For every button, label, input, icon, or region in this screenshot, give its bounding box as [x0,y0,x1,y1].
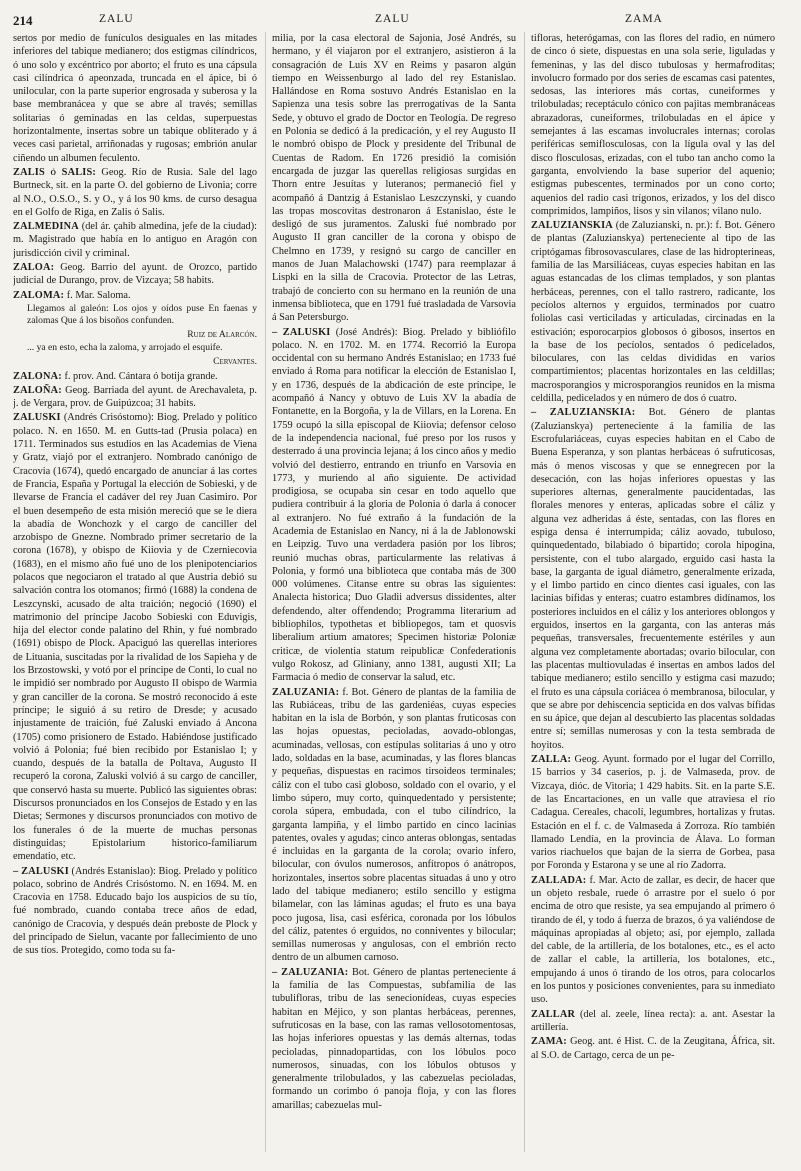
entry-text: Bot. Género de plantas perteneciente á la familia de las Compuestas, subfamilia de las tubulifloras, tribu de las senecionídeas, cuyas especies habitan en Méjico, y son plantas herbáceas, perennes, sufruticosas en la base, con las ramas vellosotomentosas, las hojas inferiores opuestas y las demás alternas, todas pecioladas, pinnadopartidas, con los lóbulos poco numerosos, sinuadas, con los lóbulos obtusos y generalmente trilobulados, y las cabezuelas pecioladas, formando un corimbo ó panoja floja, y con las flores amarillas; cabezuelas mul- [272,966,516,1111]
dictionary-entry [13,289,257,302]
dictionary-entry [13,370,257,383]
entry-text: Geog. Río de Rusia. Sale del lago Burtneck, sit. en la parte O. del gobierno de Livonia; corre al N.O., O.S.O., S. y O., y á los 90 kms. de curso desagua en el Golfo de Riga, en Zalis ó Salis. [13,166,257,218]
entry-headword: ZALOMA: [13,289,65,301]
entry-text: (de Zaluzianski, n. pr.): f. Bot. Género de plantas (Zaluzianskya) perteneciente al tipo de las criptógamas fibrosovasculares, clase de las hidropterineas, familia de las Marsiliáceas, cuyas especies habitan en las aguas estancadas de los climas templados, y son plantas herbáceas, perennes, con el tallo rastrero, radicante, los pecíolos alternos y erguidos, terminados por cuatro foliolas casi verticiladas y articuladas, circinadas en la estivación; esporocarpios globosos ó gibosos, insertos en la base de los pecíolos, sentados ó pedicelados, biloculares, con las celdas divididas en varios compartimientos; placentas horizontales en las celdillas; macrosporangios y microsporangios reunidos en la misma celdilla, pedicelados y en número de dos ó cuatro. [531,220,775,405]
dictionary-entry [272,32,516,325]
dictionary-entry [531,874,775,1007]
dictionary-entry [272,966,516,1112]
entry-headword: – ZALUZIANSKIA: [531,407,636,419]
entry-text: (del ár. çahib almedina, jefe de la ciudad): m. Magistrado que había en lo antiguo en Aragón con jurisdicción civil y criminal. [13,221,257,259]
entry-headword: – ZALUSKI [272,326,331,338]
dictionary-entry [272,326,516,685]
entry-text: (Andrés Crisóstomo): Biog. Prelado y político polaco. N. en 1650. M. en Gutts-tad (Prusia polaca) en 1711. Terminados sus estudios en las Academias de Viena y Gratz, viajó por el extranjero. Nombrado canónigo de Cracovia (1674), quedó encargado de anunciar á las cortes de Francia, España y Portugal la elección de Sobieski, y de llevarse de Francia el cadáver del rey Juan Casimiro. Por el buen desempeño de esta misión mereció que se le diera la abadía de Wonchozk y el cargo de canciller del arzobispo de Gnezne. Nombrado primer secretario de la corona (1678), y obispo de Kiiovia y de Czerniecovia (1683), en el mismo año fué uno de los plenipotenciarios polacos que negociaron el tratado al que Austria debió su salvación contra los otomanos; firmó (1688) la condena de Leszcynski, acusado de alta traición; negoció (1690) el matrimonio del príncipe Jacobo Sobieski con Eduvigis, hija del elector conde palatino del Rhin, y fué nombrado (1691) obispo de Plock. Apaciguó las querellas interiores de Lituania, suscitadas por la rivalidad de los Sapieha y de los Brzostowski, y votó por el príncipe de Conti, lo cual no le impidió ser nombrado por Augusto II obispo de Warmia y gran canciller de la corona. Se mostró reconocido á este príncipe; le siguió á su retiro de Dresde; y acusado injustamente de traición, fué Zaluski enviado á Ancona (1705) como prisionero de Estado. Habiéndose justificado volvió á Polonia; fué bien recibido por Estanislao I; y cuando, después de la batalla de Poltava, Augusto II recuperó la corona, Zaluski volvió á su cargo de canciller, que conservó hasta su muerte. Publicó las siguientes obras: Discursos pronunciados en los Consejos de Estado y en las Dietas; Sermones y discursos pronunciados con motivo de los funerales ó de la muerte de muchas personas distinguidas; Epistolarium historico-familiarum emendatio, etc. [13,412,257,863]
quotation-author: Ruiz de Alarcón. [187,328,257,340]
dictionary-entry [531,1035,775,1062]
page-number: 214 [13,13,33,28]
entry-headword: ZALLA: [531,754,572,766]
entry-headword: – ZALUZANIA: [272,966,349,978]
entry-text: f. prov. And. Cántara ó botija grande. [61,370,218,382]
quotation-author: Cervantes. [213,356,257,368]
entry-headword: ZALIS ó SALIS: [13,166,97,178]
entry-text: Geog. ant. é Hist. C. de la Zeugitana, África, sit. al S.O. de Cartago, cerca de un pe- [531,1036,775,1061]
entry-text: f. Mar. Saloma. [64,289,131,301]
entry-text: Geog. Ayunt. formado por el lugar del Corrillo, 15 barrios y 34 caseríos, p. j. de Valmaseda, prov. de Vizcaya, dióc. de Vitoria; 1 429 habits. Sit. en la parte S.E. de las Encartaciones, en un valle que atraviesa el río Cadagua. Cereales, chacolí, legumbres, hortalizas y frutas. Estación en el f. c. de Valmaseda á Zorroza. Río también llamado Lendía, en la provincia de Álava. Lo forman varios riachuelos que bajan de la sierra de Gorbea, pasa por Foronda y Estarona y se une al río Zadorra. [531,754,775,872]
dictionary-entry [13,865,257,958]
entry-headword: ZALMEDINA [13,221,79,233]
entry-text: Geog. Barrio del ayunt. de Orozco, partido judicial de Durango, prov. de Vizcaya; 58 habits. [13,262,257,287]
entry-headword: ZALOÑA: [13,384,62,396]
dictionary-entry [13,32,257,165]
running-head-center: ZALU [375,13,410,25]
entry-text: Geog. Barriada del ayunt. de Arechavaleta, p. j. de Vergara, prov. de Guipúzcoa; 31 habits. [13,384,257,410]
dictionary-entry [13,220,257,260]
quotation: ... ya en esto, echa la zaloma, y arrojado el esquife. [27,342,223,354]
entry-text: (del al. zeele, línea recta): a. ant. Asestar la artillería. [531,1008,775,1033]
dictionary-entry [531,406,775,752]
entry-text: (José Andrés): Biog. Prelado y bibliófilo polaco. N. en 1702. M. en 1774. Recorrió la Europa occidental con su hermano Andrés Estanislao; en 1733 fué enviado á Roma para notificar la elección de Estanislao I, y en 1736, después de la abdicación de este príncipe, le acompañó á Nancy y obtuvo de Luis XV la abadía de Fontanette, en la Borgoña, y la de Villars, en la Lorena. En 1759 ocupó la silla episcopal de Kiiovia; defensor celoso de la independencia nacional, fué preso por los rusos y desterrado á una provincia lejana; á los cinco años y medio volvió del destierro, entrando en triunfo en Varsovia en 1773, y muriendo al año siguiente. De actividad prodigiosa, se ocupaba sin cesar en todo aquello que pudiera contribuir á la gloria de Polonia ó darla á conocer al extranjero. No fué extraño á la fundación de la Academia de Estanislao en Nancy, ni á la de Jablonowski en Leipzig. Tuvo una verdadera pasión por los libros; reunió muchas obras, particularmente las relativas á Polonia, y formó una biblioteca que contaba más de 300 000 volúmenes. Citanse entre su obras las siguientes: Analecta historica; Duo Gladii adversus dissidentes, alter defendendo, alter offendendo; Programma literarium ad bibliophilos, typothetas et bibliopegos, tam et quosvis liberalium artium amatores; Specimen historiæ Poloniæ criticæ, de violentia statum reipublicæ Confederationis vulgo Rokosz, ad Gliniany, anno 1381, augusti XII; La Farmacia ó medio de conservar la salud, etc. [272,326,516,684]
entry-text: milia, por la casa electoral de Sajonia, José Andrés, su hermano, y él viajaron por el extranjero, asistieron á la consagración de Luis XV en Reims y pasaron algún tiempo en Weissenburgo al lado del rey Estanislao. Hallándose en Roma sostuvo Andrés Estanislao en la Sapienza una tesis sobre las prerrogativas de la Santa Sede, y obtuvo el grado de Doctor en Teología. De regreso en Polonia se dedicó á la predicación, y el rey Augusto II le nombró obispo de Plock y presidente del Tribunal de Cuentas de Radom. En 1726 presidió la comisión encargada de juzgar las querellas religiosas surgidas en Thorn entre Jesuítas y luteranos; permaneció fiel y acompañó á Dantzig á Estanislao Leszczynski, y cuando las tropas moscovitas destronaron á Estanislao, éste le desligó de sus juramentos. Zaluski fué nombrado por Augusto II gran canciller de la corona y obispo de Chelmno en 1739, y resignó su cargo de canciller en manos de Juan Malachowski (1747) para reemplazar á Lispki en la silla de Cracovia. Protector de las Letras, trabajó de concierto con su hermano en la reunión de una inmensa biblioteca, que en 1791 fué trasladada de Varsovia á San Petersburgo. [272,33,516,324]
running-head-right: ZAMA [625,13,663,25]
entry-headword: ZALUSKI [13,412,61,424]
dictionary-entry [13,166,257,219]
column-middle [272,32,516,1160]
dictionary-entry [531,1008,775,1035]
quotation: Llegamos al galeón: Los ojos y oídos puse En faenas y zalomas Que á los bisoños confunden. [27,302,257,326]
entry-text: (Andrés Estanislao): Biog. Prelado y político polaco, sobrino de Andrés Crisóstomo. N. en 1694. M. en Cracovia en 1758. Educado bajo los auspicios de su tío, fué nombrado, cuando contaba trece años de edad, canónigo de Cracovia, y después deán preboste de Plock y del principado de Sielun, vacante por fallecimiento de uno de sus tíos. Protegido, como toda su fa- [13,865,257,957]
running-head-left: ZALU [99,13,134,25]
entry-headword: ZALONA: [13,370,62,382]
column-left [13,32,257,1160]
column-divider [265,32,266,1152]
entry-text: tifloras, heterógamas, con las flores del radio, en número de cinco ó siete, dispuestas en una sola serie, liguladas y femeninas, y las del disco tubulosas y hermafroditas; involucro formado por dos series de escamas casi patentes, sedosas, las interiores más cortas, cuneiformes y trilobuladas; receptáculo cónico con pajitas membranáceas abrazadoras, cuneiformes, trilobuladas en el ápice y semejantes á las escamas involucrales internas; corolas periféricas semiflosculosas, con la lígula oval y las del disco flosculosas, erizadas, con el tubo tan ancho como la garganta, envolviendo la base superior del aquenio; estigmas pubescentes, terminados por un cono corto; aquenios del radio casi trígonos, erizados, y los del disco comprimidos, lampiños, lisos y sin vilanos; vilano nulo. [531,33,775,217]
dictionary-entry [531,219,775,405]
entry-headword: ZALLAR [531,1008,576,1020]
entry-text: f. Mar. Acto de zallar, es decir, de hacer que un objeto resbale, ruede ó arrastre por el suelo ó por encima de otro que resiste, ya sea empujando al primero ó tirando de él, y todo á fuerza de brazos, ó ya valiéndose de máquinas apropiadas al objeto; así, por ejemplo, zallada del cable, de la artillería, de los botalones, etc., es el acto de zallar el cable, la artillería, los botalones, etc., empujando á unos ó tirando de los otros, para colocarlos en los puntos y posiciones convenientes, para su inmediato uso. [531,874,775,1006]
dictionary-entry [531,753,775,873]
column-right [531,32,775,1160]
entry-text: sertos por medio de funículos desiguales en las mitades inferiores del tabique medianero; dos estigmas cilíndricos, ó uno solo y excéntrico por aborto; el fruto es una cápsula casi cilíndrica ó apeonzada, truncada en el ápice, bi ó unilocular, con la parte superior engrosada y suberosa y la base membranácea y que se abre al través; semillas solitarias ó geminadas en las celdas, superpuestas horizontalmente, insertas sobre un tabique obliterado y á veces casi parietal, arriñonadas y rugosas; embrión anular ciñendo un albumen feculento. [13,33,257,164]
dictionary-entry [13,384,257,411]
entry-headword: ZALOA: [13,262,55,274]
entry-headword: ZALLADA: [531,874,587,886]
column-divider [524,32,525,1152]
entry-text: f. Bot. Género de plantas de la familia de las Rubiáceas, tribu de las gardeniéas, cuyas especies habitan en la isla de Borbón, y son plantas fruticosas con las hojas opuestas, pecioladas, aovado-oblongas, acuminadas, vellosas, con estípulas solitarias á uno y otro lado, soldadas en la base, acuminadas, y las flores blancas y pequeñas, dispuestas en racimos tirsoideos terminales; cáliz con el tubo casi globoso, soldado con el ovario, y el limbo súpero, muy corto, quinquedentado y persistente; corola súpera, embudada, con el tubo cilíndrico, la garganta lampiña, y el limbo partido en cinco lacinias patentes, ovales y agudas; cinco anteras oblongas, sentadas é incluidas en la garganta de la corola; ovario ínfero, bilocular, con óvulos numerosos, anfítropos ó anátropos, horizontales, insertos sobre placentas situadas á uno y otro lado del tabique medianero; estilo sencillo y estigma bilamelar, con las láminas agudas; el fruto es una baya poco jugosa, lisa, casi esférica, coronada por los lóbulos del cáliz, patentes ó erguidos, no conniventes y bilocular; semillas numerosas y angulosas, con el embrión recto dentro de un albumen carnoso. [272,686,516,964]
entry-text: Bot. Género de plantas (Zaluzianskya) perteneciente á la familia de las Escrofulariáceas, cuyas especies habitan en el Cabo de Buena Esperanza, y son plantas herbáceas ó sufruticosas, más ó menos viscosas y que se ennegrecen por la desecación, con las hojas inferiores opuestas y las superiores alternas, generalmente paucidentadas, las florales menores y enteras, aplicadas sobre el cáliz y alguna vez adheridas á éste, sentadas, con las flores en espiga densa é interrumpida; cáliz aovado, tubuloso, quinquedentado, bilabiado ó bipartido; corola hipogina, persistente, con el tubo alargado, erguido casi hasta la base, la garganta de igual diámetro, generalmente erizada, y el limbo partido en cinco dientes casi iguales, con las lacinias bífidas y enteras; cuatro estambres didínamos, los posteriores incluidos en el cáliz y los anteriores oblongos y erguidos, insertos en la garganta, con las anteras más pequeñas, transversales, frecuentemente estériles y aun alguna vez completamente abortadas; ovario bilocular, con las placentas multiovuladas é insertas en ambos lados del tabique medianero; estilo sencillo y estigma casi mazudo; el fruto es una cápsula coriácea ó membranosa, bilocular, y que se abre por dehiscencia septicida en dos valvas bífidas en su ápice, que dejan al descubierto las placentas soldadas entre sí; semillas numerosas y con la testa sembrada de hoyitos. [531,407,775,751]
dictionary-entry [531,32,775,218]
entry-headword: ZALUZANIA: [272,686,340,698]
entry-headword: – ZALUSKI [13,865,69,877]
entry-headword: ZAMA: [531,1036,567,1048]
entry-headword: ZALUZIANSKIA [531,220,613,232]
dictionary-entry [272,686,516,965]
dictionary-entry [13,411,257,863]
dictionary-entry [13,261,257,288]
